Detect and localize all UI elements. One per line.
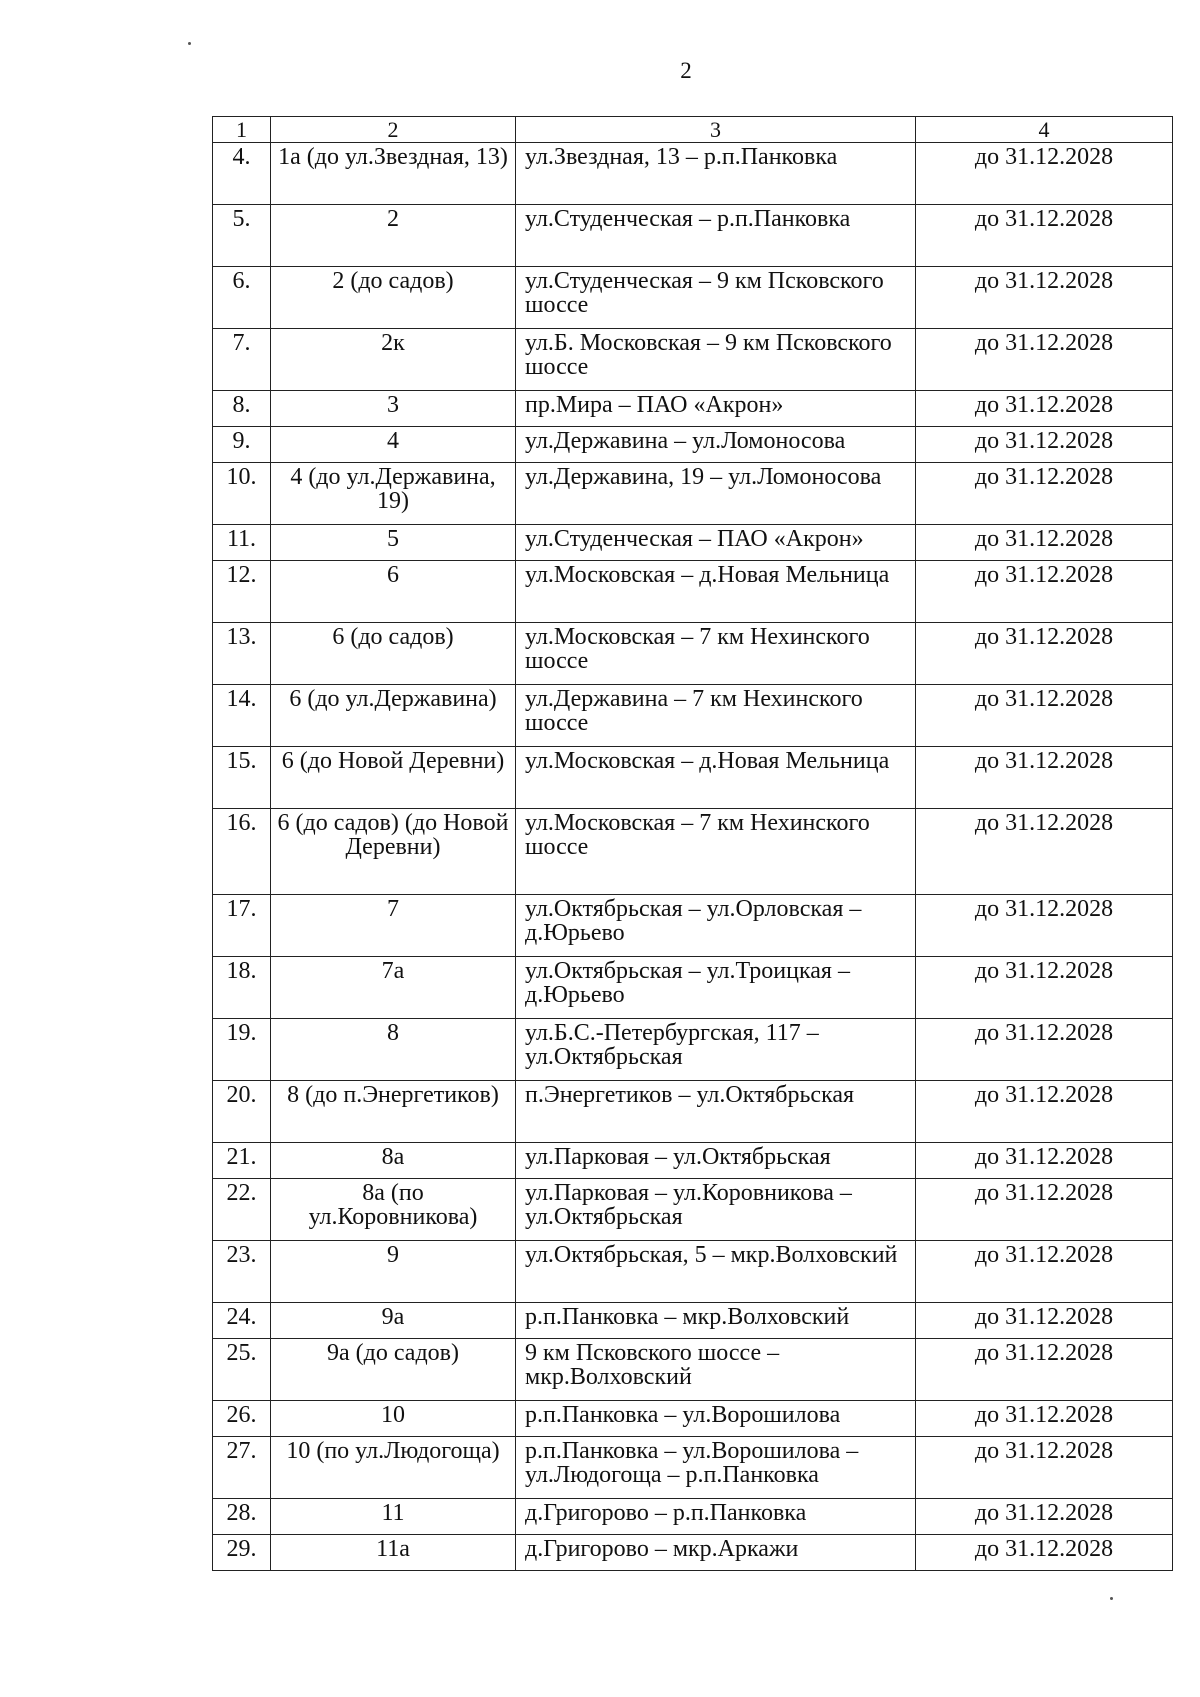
route-path-cell: пр.Мира – ПАО «Акрон» <box>516 391 916 427</box>
route-path-cell: д.Григорово – р.п.Панковка <box>516 1499 916 1535</box>
table-row <box>213 463 1173 525</box>
route-number-cell: 8 (до п.Энергетиков) <box>271 1081 516 1143</box>
validity-term-cell: до 31.12.2028 <box>916 391 1173 427</box>
table-row <box>213 685 1173 747</box>
route-path-cell: ул.Московская – 7 км Нехинского шоссе <box>516 623 916 685</box>
row-number-cell: 7. <box>213 329 271 391</box>
validity-term-cell: до 31.12.2028 <box>916 957 1173 1019</box>
route-path-cell: ул.Октябрьская, 5 – мкр.Волховский <box>516 1241 916 1303</box>
route-schedule-table <box>212 116 1173 1571</box>
route-path-cell: р.п.Панковка – ул.Ворошилова – ул.Людогоща – р.п.Панковка <box>516 1437 916 1499</box>
validity-term-cell: до 31.12.2028 <box>916 561 1173 623</box>
validity-term-cell: до 31.12.2028 <box>916 685 1173 747</box>
table-row <box>213 895 1173 957</box>
validity-term-cell: до 31.12.2028 <box>916 1143 1173 1179</box>
validity-term-cell: до 31.12.2028 <box>916 809 1173 895</box>
table-row <box>213 957 1173 1019</box>
route-number-cell: 6 (до садов) (до Новой Деревни) <box>271 809 516 895</box>
row-number-cell: 12. <box>213 561 271 623</box>
validity-term-cell: до 31.12.2028 <box>916 747 1173 809</box>
route-number-cell: 9а <box>271 1303 516 1339</box>
route-path-cell: ул.Студенческая – 9 км Псковского шоссе <box>516 267 916 329</box>
table-row <box>213 747 1173 809</box>
route-path-cell: ул.Московская – 7 км Нехинского шоссе <box>516 809 916 895</box>
table-row <box>213 143 1173 205</box>
route-number-cell: 2к <box>271 329 516 391</box>
validity-term-cell: до 31.12.2028 <box>916 427 1173 463</box>
row-number-cell: 17. <box>213 895 271 957</box>
route-number-cell: 3 <box>271 391 516 427</box>
table-row <box>213 267 1173 329</box>
route-number-cell: 4 <box>271 427 516 463</box>
route-number-cell: 5 <box>271 525 516 561</box>
row-number-cell: 21. <box>213 1143 271 1179</box>
validity-term-cell: до 31.12.2028 <box>916 1019 1173 1081</box>
row-number-cell: 11. <box>213 525 271 561</box>
validity-term-cell: до 31.12.2028 <box>916 205 1173 267</box>
route-path-cell: ул.Б. Московская – 9 км Псковского шоссе <box>516 329 916 391</box>
route-path-cell: ул.Студенческая – р.п.Панковка <box>516 205 916 267</box>
row-number-cell: 23. <box>213 1241 271 1303</box>
table-row <box>213 561 1173 623</box>
table-row <box>213 1499 1173 1535</box>
route-path-cell: п.Энергетиков – ул.Октябрьская <box>516 1081 916 1143</box>
row-number-cell: 19. <box>213 1019 271 1081</box>
table-row <box>213 329 1173 391</box>
route-number-cell: 9 <box>271 1241 516 1303</box>
table-row <box>213 623 1173 685</box>
header-cell-1: 1 <box>213 117 271 143</box>
route-number-cell: 7а <box>271 957 516 1019</box>
validity-term-cell: до 31.12.2028 <box>916 463 1173 525</box>
table-row <box>213 809 1173 895</box>
validity-term-cell: до 31.12.2028 <box>916 1437 1173 1499</box>
row-number-cell: 18. <box>213 957 271 1019</box>
row-number-cell: 4. <box>213 143 271 205</box>
route-number-cell: 7 <box>271 895 516 957</box>
route-path-cell: ул.Парковая – ул.Октябрьская <box>516 1143 916 1179</box>
row-number-cell: 26. <box>213 1401 271 1437</box>
validity-term-cell: до 31.12.2028 <box>916 1499 1173 1535</box>
header-cell-2: 2 <box>271 117 516 143</box>
validity-term-cell: до 31.12.2028 <box>916 623 1173 685</box>
row-number-cell: 6. <box>213 267 271 329</box>
table-row <box>213 1437 1173 1499</box>
scan-speck <box>1110 1597 1113 1600</box>
header-row <box>213 117 1173 143</box>
validity-term-cell: до 31.12.2028 <box>916 1241 1173 1303</box>
route-number-cell: 11а <box>271 1535 516 1571</box>
row-number-cell: 5. <box>213 205 271 267</box>
route-number-cell: 8а <box>271 1143 516 1179</box>
table-row <box>213 1081 1173 1143</box>
route-path-cell: ул.Парковая – ул.Коровникова – ул.Октябрьская <box>516 1179 916 1241</box>
row-number-cell: 13. <box>213 623 271 685</box>
table-row <box>213 391 1173 427</box>
row-number-cell: 24. <box>213 1303 271 1339</box>
table-row <box>213 1143 1173 1179</box>
row-number-cell: 9. <box>213 427 271 463</box>
scan-speck <box>188 42 191 45</box>
route-path-cell: р.п.Панковка – ул.Ворошилова <box>516 1401 916 1437</box>
row-number-cell: 22. <box>213 1179 271 1241</box>
route-path-cell: 9 км Псковского шоссе – мкр.Волховский <box>516 1339 916 1401</box>
route-number-cell: 2 (до садов) <box>271 267 516 329</box>
route-path-cell: ул.Московская – д.Новая Мельница <box>516 561 916 623</box>
route-number-cell: 6 (до ул.Державина) <box>271 685 516 747</box>
table-row <box>213 1179 1173 1241</box>
route-path-cell: ул.Студенческая – ПАО «Акрон» <box>516 525 916 561</box>
page-number: 2 <box>680 58 692 83</box>
route-path-cell: д.Григорово – мкр.Аркажи <box>516 1535 916 1571</box>
table-row <box>213 1241 1173 1303</box>
route-number-cell: 10 (по ул.Людогоща) <box>271 1437 516 1499</box>
row-number-cell: 15. <box>213 747 271 809</box>
route-number-cell: 8 <box>271 1019 516 1081</box>
row-number-cell: 20. <box>213 1081 271 1143</box>
route-number-cell: 11 <box>271 1499 516 1535</box>
route-path-cell: ул.Державина, 19 – ул.Ломоносова <box>516 463 916 525</box>
validity-term-cell: до 31.12.2028 <box>916 1303 1173 1339</box>
table-body <box>213 117 1173 1571</box>
route-number-cell: 4 (до ул.Державина, 19) <box>271 463 516 525</box>
header-cell-3: 3 <box>516 117 916 143</box>
table-row <box>213 525 1173 561</box>
table-row <box>213 1019 1173 1081</box>
validity-term-cell: до 31.12.2028 <box>916 267 1173 329</box>
table-row <box>213 1401 1173 1437</box>
validity-term-cell: до 31.12.2028 <box>916 525 1173 561</box>
validity-term-cell: до 31.12.2028 <box>916 895 1173 957</box>
route-number-cell: 2 <box>271 205 516 267</box>
route-path-cell: ул.Звездная, 13 – р.п.Панковка <box>516 143 916 205</box>
route-number-cell: 1а (до ул.Звездная, 13) <box>271 143 516 205</box>
table-row <box>213 1339 1173 1401</box>
route-number-cell: 6 <box>271 561 516 623</box>
validity-term-cell: до 31.12.2028 <box>916 1081 1173 1143</box>
row-number-cell: 28. <box>213 1499 271 1535</box>
row-number-cell: 10. <box>213 463 271 525</box>
row-number-cell: 14. <box>213 685 271 747</box>
route-number-cell: 6 (до садов) <box>271 623 516 685</box>
validity-term-cell: до 31.12.2028 <box>916 143 1173 205</box>
route-path-cell: ул.Державина – 7 км Нехинского шоссе <box>516 685 916 747</box>
validity-term-cell: до 31.12.2028 <box>916 329 1173 391</box>
row-number-cell: 8. <box>213 391 271 427</box>
row-number-cell: 25. <box>213 1339 271 1401</box>
route-number-cell: 9а (до садов) <box>271 1339 516 1401</box>
route-path-cell: ул.Московская – д.Новая Мельница <box>516 747 916 809</box>
route-path-cell: ул.Б.С.-Петербургская, 117 –ул.Октябрьская <box>516 1019 916 1081</box>
route-path-cell: ул.Державина – ул.Ломоносова <box>516 427 916 463</box>
table-row <box>213 1303 1173 1339</box>
route-number-cell: 8а (по ул.Коровникова) <box>271 1179 516 1241</box>
route-number-cell: 6 (до Новой Деревни) <box>271 747 516 809</box>
route-path-cell: ул.Октябрьская – ул.Орловская – д.Юрьево <box>516 895 916 957</box>
validity-term-cell: до 31.12.2028 <box>916 1339 1173 1401</box>
row-number-cell: 16. <box>213 809 271 895</box>
table-row <box>213 427 1173 463</box>
validity-term-cell: до 31.12.2028 <box>916 1401 1173 1437</box>
table-row <box>213 1535 1173 1571</box>
route-path-cell: р.п.Панковка – мкр.Волховский <box>516 1303 916 1339</box>
route-number-cell: 10 <box>271 1401 516 1437</box>
table-row <box>213 205 1173 267</box>
route-path-cell: ул.Октябрьская – ул.Троицкая – д.Юрьево <box>516 957 916 1019</box>
row-number-cell: 29. <box>213 1535 271 1571</box>
row-number-cell: 27. <box>213 1437 271 1499</box>
validity-term-cell: до 31.12.2028 <box>916 1179 1173 1241</box>
validity-term-cell: до 31.12.2028 <box>916 1535 1173 1571</box>
header-cell-4: 4 <box>916 117 1173 143</box>
